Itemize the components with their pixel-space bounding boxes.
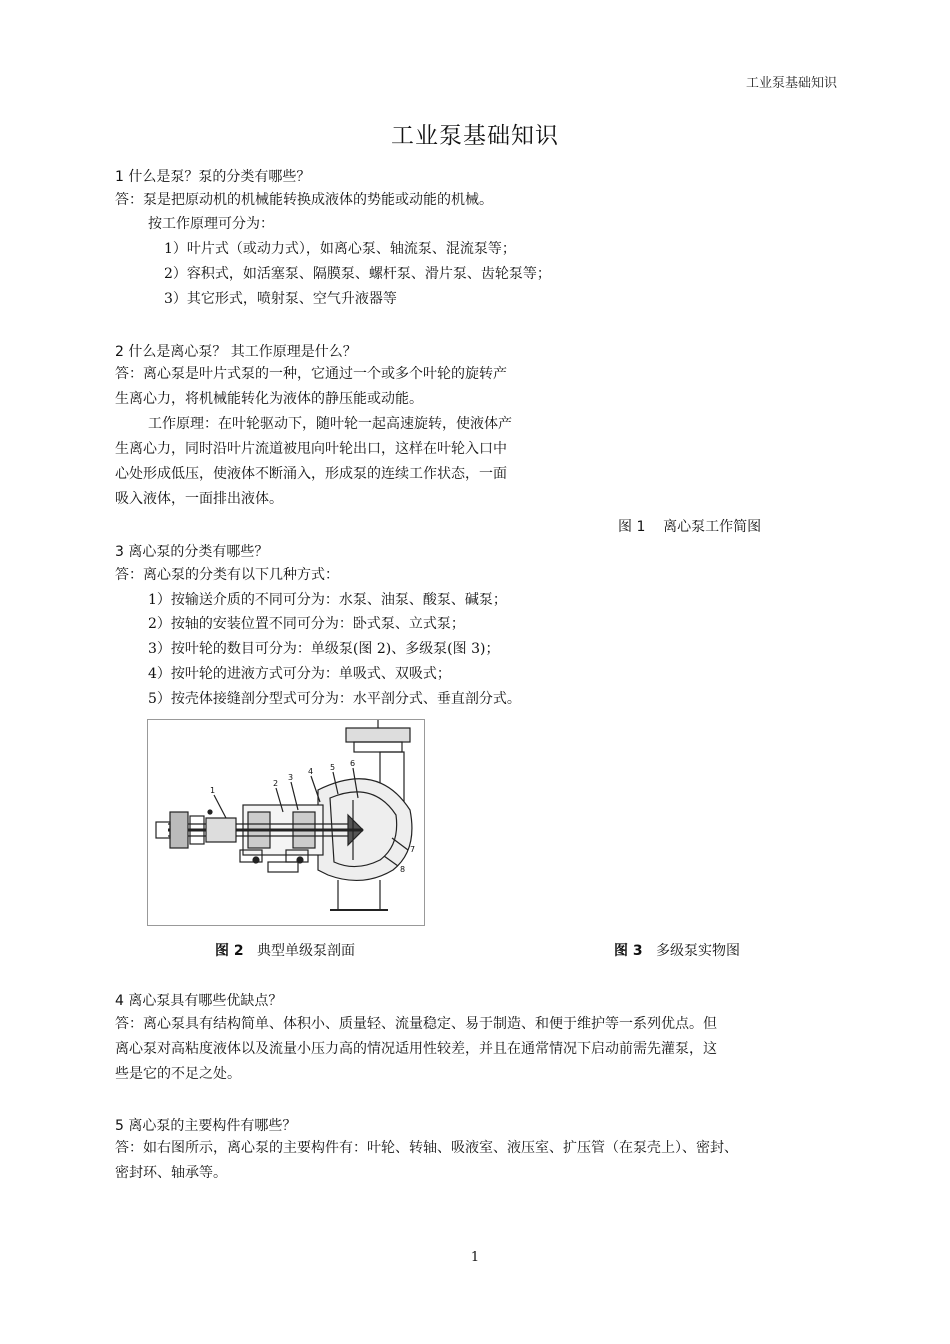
question-5: 5 离心泵的主要构件有哪些？ — [115, 1118, 297, 1134]
figure-2-number: 图 2 — [215, 943, 244, 959]
answer-2-line: 工作原理：在叶轮驱动下，随叶轮一起高速旋转，使液体产 — [148, 416, 512, 432]
figure-label: 6 — [350, 759, 356, 768]
figure-label: 4 — [308, 767, 314, 776]
answer-3-item: 4）按叶轮的进液方式可分为：单吸式、双吸式； — [148, 666, 451, 682]
figure-2-caption — [215, 940, 355, 960]
pump-section-drawing — [148, 720, 424, 925]
answer-4-line: 离心泵对高粘度液体以及流量小压力高的情况适用性较差，并且在通常情况下启动前需先灌泵，这 — [115, 1041, 717, 1057]
question-4: 4 离心泵具有哪些优缺点？ — [115, 993, 283, 1009]
figure-1-caption: 图 1 离心泵工作简图 — [618, 519, 762, 535]
figure-3-caption — [614, 940, 740, 960]
answer-2-line: 生离心力，将机械能转化为液体的静压能或动能。 — [115, 391, 423, 407]
figure-label: 7 — [410, 845, 416, 854]
answer-4-line: 答：离心泵具有结构简单、体积小、质量轻、流量稳定、易于制造、和便于维护等一系列优点。但 — [115, 1016, 717, 1032]
figure-label: 2 — [273, 779, 279, 788]
figure-label: 8 — [400, 865, 406, 874]
page-number: 1 — [470, 1250, 480, 1265]
answer-1-item: 3）其它形式，喷射泵、空气升液器等 — [164, 291, 397, 307]
question-2: 2 什么是离心泵？ 其工作原理是什么？ — [115, 344, 357, 360]
page-title: 工业泵基础知识 — [391, 123, 559, 149]
figure-2-text: 典型单级泵剖面 — [256, 943, 355, 959]
answer-3-item: 3）按叶轮的数目可分为：单级泵(图 2)、多级泵(图 3)； — [148, 641, 500, 657]
figure-3-number: 图 3 — [614, 943, 643, 959]
answer-5-line: 答：如右图所示，离心泵的主要构件有：叶轮、转轴、吸液室、液压室、扩压管（在泵壳上）、密封、 — [115, 1140, 738, 1156]
answer-4-line: 些是它的不足之处。 — [115, 1066, 241, 1082]
answer-1: 答：泵是把原动机的机械能转换成液体的势能或动能的机械。 — [115, 192, 493, 208]
figure-label: 1 — [210, 786, 216, 795]
figure-2-pump-section — [147, 719, 425, 926]
answer-3-item: 2）按轴的安装位置不同可分为：卧式泵、立式泵； — [148, 616, 465, 632]
answer-1-item: 1）叶片式（或动力式），如离心泵、轴流泵、混流泵等； — [164, 241, 516, 257]
answer-3: 答：离心泵的分类有以下几种方式： — [115, 567, 339, 583]
answer-3-item: 5）按壳体接缝剖分型式可分为：水平剖分式、垂直剖分式。 — [148, 691, 521, 707]
figure-label: 3 — [288, 773, 294, 782]
question-1: 1 什么是泵？泵的分类有哪些？ — [115, 169, 311, 185]
answer-2-line: 答：离心泵是叶片式泵的一种，它通过一个或多个叶轮的旋转产 — [115, 366, 507, 382]
question-3: 3 离心泵的分类有哪些？ — [115, 544, 269, 560]
answer-5-line: 密封环、轴承等。 — [115, 1165, 227, 1181]
running-header: 工业泵基础知识 — [745, 76, 837, 91]
answer-1-intro: 按工作原理可分为： — [148, 216, 274, 232]
answer-2-line: 吸入液体，一面排出液体。 — [115, 491, 283, 507]
answer-1-item: 2）容积式，如活塞泵、隔膜泵、螺杆泵、滑片泵、齿轮泵等； — [164, 266, 551, 282]
figure-3-text: 多级泵实物图 — [655, 943, 740, 959]
answer-2-line: 心处形成低压，使液体不断涌入，形成泵的连续工作状态，一面 — [115, 466, 507, 482]
answer-2-line: 生离心力，同时沿叶片流道被甩向叶轮出口，这样在叶轮入口中 — [115, 441, 507, 457]
answer-3-item: 1）按输送介质的不同可分为：水泵、油泵、酸泵、碱泵； — [148, 592, 507, 608]
figure-label: 5 — [330, 763, 336, 772]
